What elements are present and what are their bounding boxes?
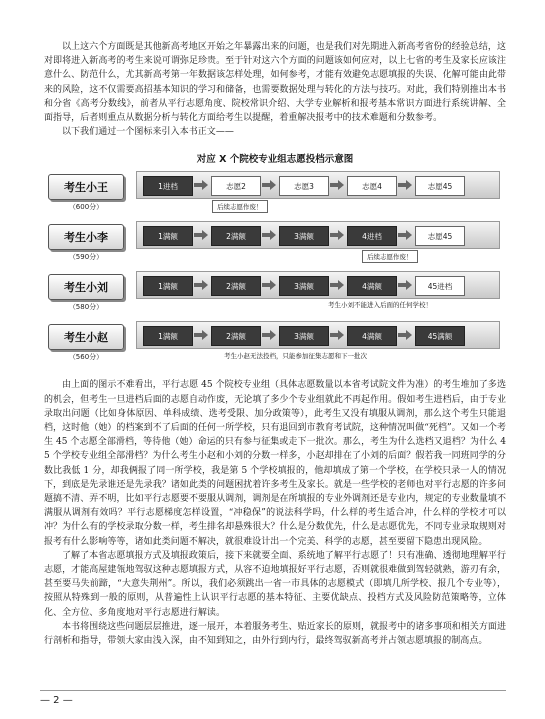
step-band [136, 171, 500, 199]
arrow-icon [398, 280, 412, 290]
arrow-icon [194, 180, 208, 190]
step-box: 45满额 [415, 326, 465, 346]
student-card [44, 171, 128, 217]
student-name: 考生小刘 [48, 274, 124, 300]
step-box: 志愿4 [347, 176, 397, 196]
diagram-note: 考生小赵无法投档，只能参加征集志愿和下一批次 [224, 352, 367, 361]
step-box: 3满额 [279, 226, 329, 246]
arrow-icon [262, 230, 276, 240]
admission-diagram [44, 171, 506, 368]
step-box: 45进档 [415, 276, 465, 296]
step-box: 4进档 [347, 226, 397, 246]
step-box: 1进档 [143, 176, 193, 196]
student-score: （590分） [68, 253, 104, 262]
arrow-icon [262, 280, 276, 290]
page-number: — 2 — [40, 695, 73, 706]
step-box: 志愿3 [279, 176, 329, 196]
paragraph-body-3: 本书将围绕这些问题层层推进，逐一展开，本着服务考生、贴近家长的原则，就报考中的诸多事项和相关方面进行剖析和指导，带领大家由浅入深，由不知到知之，由外行到内行，最终驾驭新高考并占领志愿填报的制高点。 [44, 621, 506, 647]
student-name: 考生小赵 [48, 324, 124, 350]
step-box: 1满额 [143, 226, 193, 246]
arrow-icon [330, 280, 344, 290]
student-name: 考生小李 [48, 224, 124, 250]
arrow-icon [330, 230, 344, 240]
diagram-row-1 [44, 171, 506, 217]
arrow-icon [194, 330, 208, 340]
step-box: 2满额 [211, 326, 261, 346]
arrow-icon [398, 230, 412, 240]
diagram-row-4 [44, 321, 506, 367]
arrow-icon [262, 330, 276, 340]
student-card [44, 321, 128, 367]
paragraph-intro-2: 以下我们通过一个图标来引入本书正文—— [62, 127, 234, 138]
student-score: （600分） [68, 203, 104, 212]
step-band [136, 321, 500, 349]
step-box: 志愿2 [211, 176, 261, 196]
arrow-icon [398, 330, 412, 340]
page-footer [40, 690, 506, 707]
student-score: （560分） [68, 353, 104, 362]
arrow-icon [330, 180, 344, 190]
figure-title: 对应 X 个院校专业组志愿投档示意图 [196, 154, 354, 166]
step-box: 1满额 [143, 326, 193, 346]
step-box: 2满额 [211, 226, 261, 246]
step-box: 3满额 [279, 326, 329, 346]
step-box: 3满额 [279, 276, 329, 296]
arrow-icon [262, 180, 276, 190]
step-band [136, 221, 500, 249]
paragraph-intro-1: 以上这六个方面既是其他新高考地区开始之年暴露出来的问题，也是我们对先期进入新高考省份的经验总结，这对即将进入新高考的考生来说可谓弥足珍贵。至于针对这六个方面的问题该如何应对，以上七省的考生及家长应该注意什么、防范什么，尤其新高考第一年数据该怎样处理，如何参考，才能有效避免志愿填报的失误、化解可能由此带来的风险，这不仅需要高招基本知识的学习和储备，也需要数据处理与转化的方法与技巧。对此，我们特别推出本书和分省《高考分数线》，前者从平行志愿角度、院校常识介绍、大学专业解析和报考基本常识方面进行系统讲解、全面指导，后者则重点从数据分析与转化方面给考生以提醒，着重解决报考中的技术难题和分数参考。 [44, 42, 506, 124]
arrow-icon [194, 230, 208, 240]
student-card [44, 271, 128, 317]
step-box: 4满额 [347, 276, 397, 296]
step-box: 2满额 [211, 276, 261, 296]
student-name: 考生小王 [48, 174, 124, 200]
step-box: 志愿45 [415, 176, 465, 196]
diagram-note: 考生小刘不能进入后面的任何学校！ [328, 301, 432, 310]
step-band [136, 271, 500, 299]
diagram-note: 后续志愿作废！ [362, 250, 418, 263]
arrow-icon [398, 180, 412, 190]
paragraph-body-1: 由上面的图示不难看出，平行志愿 45 个院校专业组（具体志愿数量以本省考试院文件为准）的考生堆加了多选的机会，但考生一旦进档后面的志愿自动作废，无论填了多少个专业组就此不再起作用。假如考生进档后，由于专业录取出问题（比如身体原因、单科成绩、选考受限、加分政策等），此考生又没有填服从调剂，那么这个考生只能退档，这时他（她）的档案到不了后面的任何一所学校，只有退回到市教育考试院，这种情况叫做“死档”。又如一个考生 45 个志愿全部滑档，等待他（她）命运的只有参与征集或走下一批次。那么，考生为什么选档又退档？为什么 45 个学校专业组全部滑档？为什么考生小赵和小刘的分数一样多，小赵却排在了小刘的后面？假若我一同班同学的分数比我低 1 分，却我俩报了同一所学校，我是第 5 个学校填报的，他却填成了第一个学校，在学校只录一人的情况下，到底是先录谁还是先录我？诸如此类的问题困扰着许多考生及家长。就是一些学校的老师也对平行志愿的许多问题搞不清、弄不明，比如平行志愿要不要服从调剂，调剂是在所填报的专业外调剂还是专业内，规定的专业数量填不满服从调剂有效吗？平行志愿梯度怎样设置，“冲稳保”的说法科学吗，什么样的考生适合冲，什么样的学校才可以冲？为什么有的学校录取分数一样，考生排名却悬殊很大？什么是分数优先，什么是志愿优先，不同专业录取规则对报考有什么影响等等，诸如此类问题不解决，就很难设计出一个完美、科学的志愿，甚至要留下隐患出现风险。 [44, 380, 506, 547]
step-box: 1满额 [143, 276, 193, 296]
student-card [44, 221, 128, 267]
arrow-icon [330, 330, 344, 340]
paragraph-body-2: 了解了本省志愿填报方式及填报政策后，接下来就要全面、系统地了解平行志愿了！只有准确、透彻地理解平行志愿，才能高屋建瓴地驾驭这种志愿填报方式，从容不迫地填报好平行志愿，否则就很难做到驾轻就熟，游刃有余，甚至要马失前蹄，“大意失荆州”。所以，我们必须跳出一省一市具体的志愿模式（即填几所学校、报几个专业等），按照从特殊到一般的原则，从普遍性上认识平行志愿的基本特征、主要优缺点、投档方式及风险防范策略等，立体化、全方位、多角度地对平行志愿进行解读。 [44, 550, 506, 618]
diagram-row-3 [44, 271, 506, 317]
student-score: （580分） [68, 303, 104, 312]
step-box: 志愿45 [415, 226, 465, 246]
diagram-note: 后续志愿作废！ [212, 200, 268, 213]
diagram-row-2 [44, 221, 506, 267]
page-body [44, 40, 506, 648]
arrow-icon [194, 280, 208, 290]
step-box: 4满额 [347, 326, 397, 346]
